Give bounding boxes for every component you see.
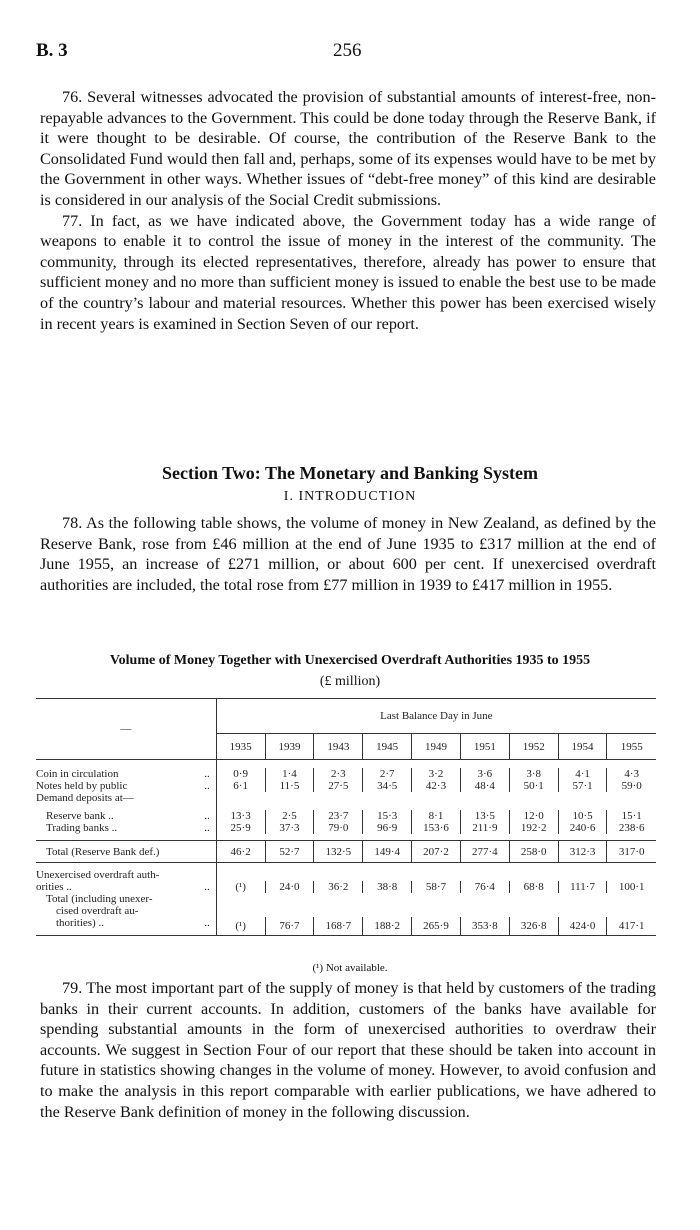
- report-reference: B. 3: [36, 40, 68, 61]
- table-row: thorities) .. .. (¹) 76·7 168·7 188·2 265·9 353·8 326·8 424·0 417·1: [36, 917, 656, 936]
- table-row: cised overdraft au-: [36, 905, 656, 917]
- year-header: 1945: [363, 734, 412, 760]
- span-header: Last Balance Day in June: [216, 699, 656, 734]
- money-volume-table: [36, 698, 656, 936]
- year-header: 1954: [558, 734, 607, 760]
- table-row: [36, 792, 656, 804]
- table-row: orities .. .. (¹) 24·0 36·2 38·8 58·7 76·4 68·8 111·7 100·1: [36, 881, 656, 893]
- section-title: Section Two: The Monetary and Banking System: [161, 463, 539, 483]
- paragraph-79-block: [40, 978, 656, 1122]
- paragraph-77: 77. In fact, as we have indicated above, the Government today has a wide range of weapons to enable it to control the issue of money in the interest of the community. The community, through its elected representatives, therefore, already has power to ensure that sufficient money and no more than sufficient money is issued to enable the best use to be made of the country’s labour and material resources. Whether this power has been exercised wisely in recent years is examined in Section Seven of our report.: [40, 211, 656, 333]
- row-label: Notes held by public: [36, 780, 128, 792]
- table-row: [36, 869, 656, 881]
- row-label: Trading banks ..: [46, 822, 118, 834]
- year-header: 1955: [607, 734, 656, 760]
- year-header: 1951: [460, 734, 509, 760]
- row-label: Coin in circulation: [36, 768, 119, 780]
- table-row: Notes held by public .. 6·1 11·5 27·5 34·5 42·3 48·4 50·1 57·1 59·0: [36, 780, 656, 792]
- year-header: 1952: [509, 734, 558, 760]
- year-header: 1949: [412, 734, 461, 760]
- paragraphs-76-77: [40, 87, 656, 334]
- table-title: Volume of Money Together with Unexercised Overdraft Authorities 1935 to 1955: [109, 653, 591, 668]
- table-row: Total (Reserve Bank def.) 46·2 52·7 132·5 149·4 207·2 277·4 258·0 312·3 317·0: [36, 841, 656, 863]
- table-unit: (£ million): [319, 674, 381, 689]
- year-header: 1943: [314, 734, 363, 760]
- paragraph-79: 79. The most important part of the supply of money is that held by customers of the trading banks in their current accounts. In addition, customers of the banks have available for spending substantial amounts in the form of unexercised authorities to overdraw their accounts. We suggest in Section Four of our report that these should be taken into account in future in statistics showing changes in the volume of money. However, to avoid confusion and to make the analysis in this report comparable with earlier publications, we have adhered to the Reserve Bank definition of money in the following discussion.: [40, 979, 656, 1121]
- row-label: Total (including unexer-: [46, 893, 153, 905]
- row-label: Total (Reserve Bank def.): [46, 845, 160, 858]
- table-row: Coin in circulation .. 0·9 1·4 2·3 2·7 3·2 3·6 3·8 4·1 4·3: [36, 768, 656, 780]
- table-row: Trading banks .. .. 25·9 37·3 79·0 96·9 153·6 211·9 192·2 240·6 238·6: [36, 822, 656, 834]
- page-number: 256: [333, 40, 362, 61]
- row-label: Demand deposits at—: [36, 792, 134, 804]
- year-header: 1935: [216, 734, 265, 760]
- year-header: 1939: [265, 734, 314, 760]
- paragraph-78-block: [40, 513, 656, 595]
- section-subtitle: I. INTRODUCTION: [283, 489, 417, 504]
- row-label: Unexercised overdraft auth-: [36, 869, 160, 881]
- table-row: Reserve bank .. .. 13·3 2·5 23·7 15·3 8·1 13·5 12·0 10·5 15·1: [36, 810, 656, 822]
- paragraph-76: 76. Several witnesses advocated the provision of substantial amounts of interest-free, non-repayable advances to the Government. This could be done today through the Reserve Bank, if it were thought to be desirable. Of course, the contribution of the Reserve Bank to the Consolidated Fund would then fall and, perhaps, some of its expenses would have to be met by the Government in other ways. Whether issues of “debt-free money” of this kind are desirable is considered in our analysis of the Social Credit submissions.: [40, 88, 656, 209]
- table-footnote: (¹) Not available.: [312, 962, 388, 974]
- stub-header: —: [120, 723, 132, 735]
- row-label: Reserve bank ..: [46, 810, 114, 822]
- table-row: [36, 893, 656, 905]
- paragraph-78: 78. As the following table shows, the volume of money in New Zealand, as defined by the Reserve Bank, rose from £46 million at the end of June 1935 to £317 million at the end of June 1955, an increase of £271 million, or about 600 per cent. If unexercised overdraft authorities are included, the total rose from £77 million in 1939 to £417 million in 1955.: [40, 514, 656, 594]
